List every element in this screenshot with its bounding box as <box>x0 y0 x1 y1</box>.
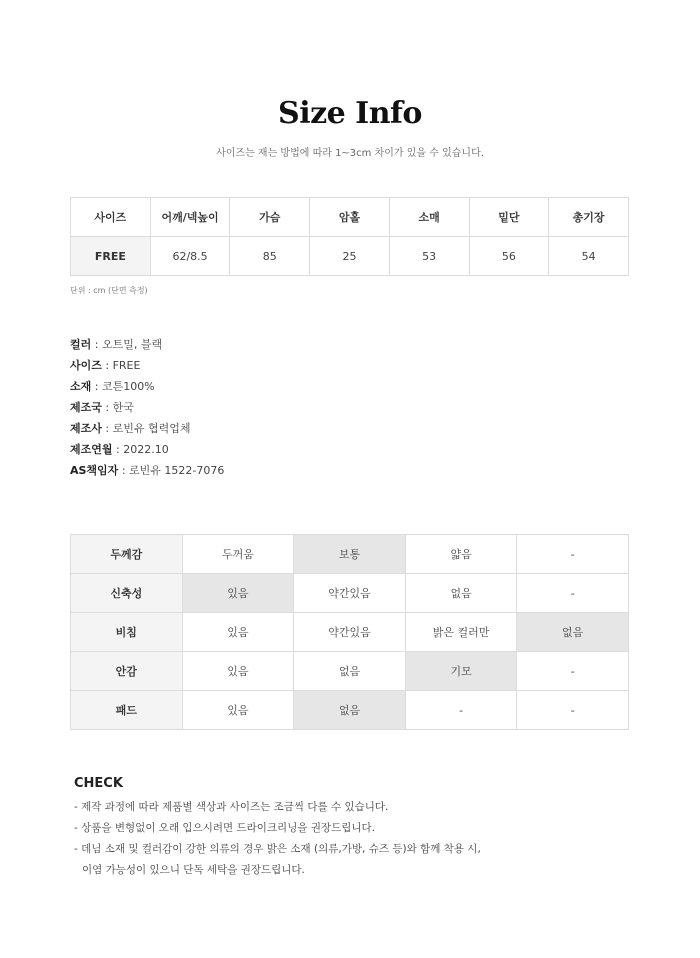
property-option-cell: - <box>517 535 629 574</box>
spec-row-material <box>70 376 224 397</box>
unit-note: 단위 : cm (단면 측정) <box>70 286 148 295</box>
size-value-cell: 53 <box>389 237 469 276</box>
check-item: 이염 가능성이 있으니 단독 세탁을 권장드립니다. <box>82 864 305 876</box>
check-list <box>74 797 481 881</box>
size-table-row <box>71 237 629 276</box>
property-option-cell-selected: 기모 <box>405 652 517 691</box>
check-item: - 제작 과정에 따라 제품별 색상과 사이즈는 조금씩 다를 수 있습니다. <box>74 801 389 813</box>
size-header-cell: 어깨/넥높이 <box>150 198 230 237</box>
property-option-cell-selected: 없음 <box>517 613 629 652</box>
size-value-cell: 54 <box>549 237 629 276</box>
size-value-cell: 85 <box>230 237 310 276</box>
property-option-cell: 얇음 <box>405 535 517 574</box>
property-name-cell: 패드 <box>71 691 183 730</box>
property-option-cell: 없음 <box>405 574 517 613</box>
property-option-cell: 없음 <box>294 652 406 691</box>
property-option-cell: 있음 <box>182 613 294 652</box>
property-option-cell: 두꺼움 <box>182 535 294 574</box>
spec-value: : 로빈유 1522-7076 <box>118 464 225 477</box>
property-name-cell: 두께감 <box>71 535 183 574</box>
page-title: Size Info <box>278 96 422 131</box>
product-specs <box>70 334 224 481</box>
property-option-cell: 있음 <box>182 652 294 691</box>
size-value-cell: 62/8.5 <box>150 237 230 276</box>
property-name-cell: 신축성 <box>71 574 183 613</box>
property-option-cell: 밝은 컬러만 <box>405 613 517 652</box>
page-subtitle: 사이즈는 재는 방법에 따라 1~3cm 차이가 있을 수 있습니다. <box>216 148 484 159</box>
size-value-cell: FREE <box>71 237 151 276</box>
size-table <box>70 197 629 276</box>
spec-label: 사이즈 <box>70 359 102 372</box>
property-option-cell: 약간있음 <box>294 613 406 652</box>
size-table-header-row <box>71 198 629 237</box>
spec-value: : 2022.10 <box>112 443 169 456</box>
property-option-cell-selected: 있음 <box>182 574 294 613</box>
spec-row-date <box>70 439 224 460</box>
spec-label: 제조사 <box>70 422 102 435</box>
property-name-cell: 비침 <box>71 613 183 652</box>
size-header-cell: 총기장 <box>549 198 629 237</box>
spec-row-country <box>70 397 224 418</box>
spec-value: : 한국 <box>101 401 134 414</box>
spec-label: 컬러 <box>70 338 92 351</box>
property-option-cell-selected: 보통 <box>294 535 406 574</box>
spec-row-size <box>70 355 224 376</box>
property-name-cell: 안감 <box>71 652 183 691</box>
size-header-cell: 사이즈 <box>71 198 151 237</box>
check-item: - 상품을 변형없이 오래 입으시려면 드라이크리닝을 권장드립니다. <box>74 822 376 834</box>
spec-value: : 오트밀, 블랙 <box>91 338 163 351</box>
check-title: CHECK <box>74 776 123 791</box>
property-row <box>71 574 629 613</box>
spec-value: : 코튼100% <box>91 380 155 393</box>
check-item: - 데님 소재 및 컬러감이 강한 의류의 경우 밝은 소재 (의류,가방, 슈즈 등)와 함께 착용 시, <box>74 843 481 855</box>
spec-row-as <box>70 460 224 481</box>
spec-row-color <box>70 334 224 355</box>
property-row <box>71 535 629 574</box>
property-option-cell: 약간있음 <box>294 574 406 613</box>
property-row <box>71 613 629 652</box>
property-table <box>70 534 629 730</box>
spec-value: : FREE <box>101 359 141 372</box>
spec-row-manufacturer <box>70 418 224 439</box>
property-option-cell: 있음 <box>182 691 294 730</box>
property-row <box>71 691 629 730</box>
spec-label: AS책임자 <box>70 464 119 477</box>
property-row <box>71 652 629 691</box>
size-header-cell: 밑단 <box>469 198 549 237</box>
property-option-cell: - <box>517 691 629 730</box>
spec-label: 제조연월 <box>70 443 113 456</box>
property-option-cell: - <box>405 691 517 730</box>
size-value-cell: 56 <box>469 237 549 276</box>
property-option-cell-selected: 없음 <box>294 691 406 730</box>
spec-label: 제조국 <box>70 401 102 414</box>
property-option-cell: - <box>517 652 629 691</box>
property-option-cell: - <box>517 574 629 613</box>
size-value-cell: 25 <box>310 237 390 276</box>
size-header-cell: 가슴 <box>230 198 310 237</box>
size-header-cell: 소매 <box>389 198 469 237</box>
spec-label: 소재 <box>70 380 92 393</box>
size-header-cell: 암홀 <box>310 198 390 237</box>
spec-value: : 로빈유 협력업체 <box>101 422 191 435</box>
